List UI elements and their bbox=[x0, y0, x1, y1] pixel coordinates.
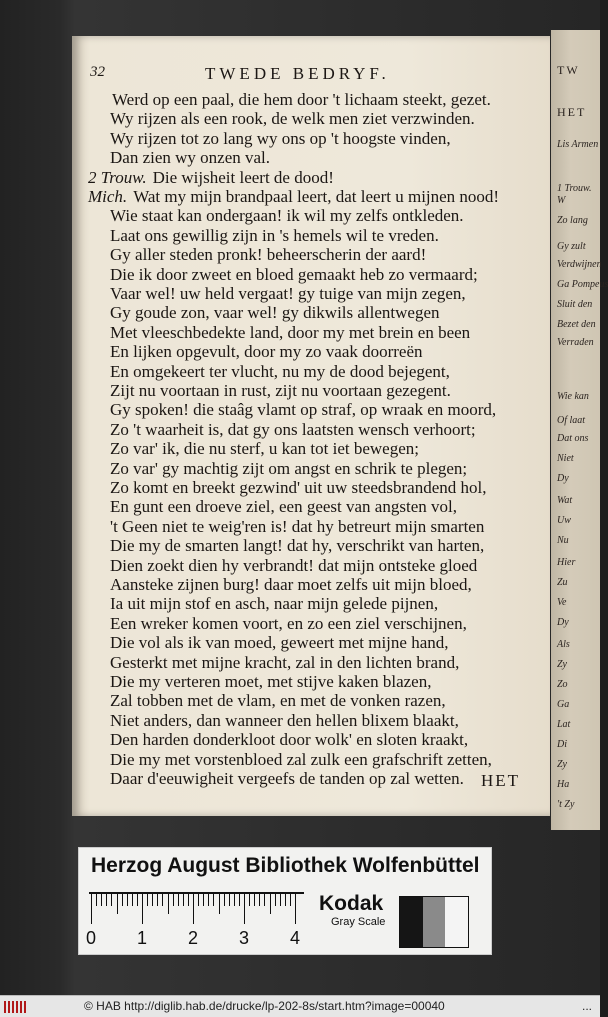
facing-page-fragment: Ha bbox=[557, 779, 570, 790]
ruler-tick bbox=[127, 894, 128, 906]
verse-line-text: Een wreker komen voort, en zo een ziel verschijnen, bbox=[110, 613, 467, 633]
ruler-tick bbox=[259, 894, 260, 906]
facing-page-fragment: Ga Pompeus bbox=[557, 279, 608, 290]
facing-page-fragment: 't Zy bbox=[557, 799, 575, 810]
ruler-tick bbox=[270, 894, 271, 914]
facing-page-fragment: Zo lang bbox=[557, 215, 588, 226]
verse-line-text: Werd op een paal, die hem door 't lichaam steekt, gezet. bbox=[112, 90, 491, 109]
verse-line bbox=[88, 187, 499, 207]
gray-swatches bbox=[399, 896, 469, 948]
verse-line-text: Vaar wel! uw held vergaat! gy tuige van mijn zegen, bbox=[110, 284, 466, 303]
ruler-number: 0 bbox=[86, 928, 97, 948]
verse-line-text: Zal tobben met de vlam, en met de vonken razen, bbox=[110, 691, 446, 711]
verse-line bbox=[110, 536, 484, 556]
verse-line-text: Ia uit mijn stof en asch, naar mijn gelede pijnen, bbox=[110, 594, 439, 614]
verse-line bbox=[110, 575, 472, 595]
ruler-tick bbox=[91, 894, 92, 924]
ruler-tick bbox=[203, 894, 204, 906]
verse-line bbox=[110, 323, 470, 343]
verse-line bbox=[110, 497, 457, 517]
facing-page-fragment: Wie kan bbox=[557, 391, 589, 402]
ruler-number: 4 bbox=[290, 928, 301, 948]
swatch-white bbox=[445, 897, 468, 947]
verse-line bbox=[110, 265, 478, 285]
ruler-tick bbox=[198, 894, 199, 906]
verse-line bbox=[110, 672, 431, 692]
facing-page-fragment: Als bbox=[557, 639, 570, 650]
verse-line-text: Die wijsheit leert de dood! bbox=[152, 167, 334, 187]
facing-page-fragment: 1 Trouw. bbox=[557, 183, 592, 194]
verse-line bbox=[110, 478, 487, 498]
facing-page-fragment: Nu bbox=[557, 535, 569, 546]
ruler-tick bbox=[106, 894, 107, 906]
facing-page-fragment: Verdwijnen bbox=[557, 259, 602, 270]
verse-line-text: Zijt nu voortaan in rust, zijt nu voortaan gezegent. bbox=[110, 381, 451, 400]
verse-line-text: En lijken opgevult, door my zo vaak doorreën bbox=[110, 342, 423, 362]
verse-line-text: Dien zoekt dien hy verbrandt! dat mijn ontsteke gloed bbox=[110, 555, 478, 575]
verse-line bbox=[110, 730, 468, 750]
ruler-tick bbox=[137, 894, 138, 906]
speaker-name: Mich. bbox=[88, 187, 128, 206]
facing-page-fragment: Verraden bbox=[557, 337, 594, 348]
facing-page-fragment: Zu bbox=[557, 577, 568, 588]
verse-line bbox=[110, 109, 475, 129]
ruler-tick bbox=[275, 894, 276, 906]
verse-line-text: Met vleeschbedekte land, door my met brein en been bbox=[110, 322, 471, 342]
verse-line bbox=[110, 342, 423, 362]
ruler-tick bbox=[162, 894, 163, 906]
ruler-tick bbox=[234, 894, 235, 906]
ruler-number: 3 bbox=[239, 928, 250, 948]
verse-line bbox=[110, 284, 466, 304]
verse-line bbox=[110, 769, 464, 789]
verse-line-text: Wy rijzen als een rook, de welk men ziet verzwinden. bbox=[110, 109, 475, 129]
facing-page-fragment: Sluit den bbox=[557, 299, 593, 310]
ruler-number: 1 bbox=[137, 928, 148, 948]
ruler-number: 2 bbox=[188, 928, 199, 948]
ruler-tick bbox=[122, 894, 123, 906]
facing-page-fragment: Zy bbox=[557, 759, 567, 770]
gray-scale-label: Gray Scale bbox=[331, 916, 386, 928]
running-title: TWEDE BEDRYF. bbox=[205, 64, 390, 83]
ruler-tick bbox=[142, 894, 143, 924]
ruler-tick bbox=[147, 894, 148, 906]
verse-line bbox=[110, 381, 451, 401]
facing-page-fragment: Zy bbox=[557, 659, 567, 670]
verse-line bbox=[110, 400, 496, 420]
verse-line-text: Niet anders, dan wanneer den hellen blixem blaakt, bbox=[110, 710, 459, 730]
verse-line-text: Zo var' ik, die nu sterf, u kan tot iet bewegen; bbox=[110, 439, 419, 459]
swatch-black bbox=[400, 897, 423, 947]
verse-line-text: Gesterkt met mijne kracht, zal in den lichten brand, bbox=[110, 652, 460, 672]
facing-page-fragment: Bezet den bbox=[557, 319, 596, 330]
ruler-tick bbox=[117, 894, 118, 914]
speaker-name: 2 Trouw. bbox=[88, 167, 147, 187]
facing-page-fragment: Wat bbox=[557, 495, 573, 506]
ruler-tick bbox=[188, 894, 189, 906]
verse-line bbox=[110, 653, 459, 673]
viewer-footer bbox=[0, 995, 600, 1017]
verse-line bbox=[110, 750, 492, 770]
ruler-tick bbox=[168, 894, 169, 914]
ruler-tick bbox=[96, 894, 97, 906]
facing-page-fragment: Zo bbox=[557, 679, 568, 690]
ruler-tick bbox=[285, 894, 286, 906]
ruler-tick bbox=[208, 894, 209, 906]
facing-page-fragment: Ve bbox=[557, 597, 567, 608]
ruler-tick bbox=[178, 894, 179, 906]
facing-page-fragment: Gy zult bbox=[557, 241, 586, 252]
ruler-tick bbox=[224, 894, 225, 906]
verse-line-text: Gy spoken! die staâg vlamt op straf, op wraak en moord, bbox=[110, 400, 497, 420]
verse-line bbox=[110, 420, 476, 440]
verse-line-text: Zo var' gy machtig zijt om angst en schrik te plegen; bbox=[110, 458, 468, 478]
ruler-tick bbox=[229, 894, 230, 906]
ruler-tick bbox=[213, 894, 214, 906]
verse-line-text: Die ik door zweet en bloed gemaakt heb zo vermaard; bbox=[110, 264, 478, 284]
facing-page-fragment: Dat ons bbox=[557, 433, 589, 444]
footer-more[interactable]: ... bbox=[581, 999, 592, 1013]
verse-line-text: En omgekeert ter vlucht, nu my de dood bejegent, bbox=[110, 361, 450, 381]
ruler-tick bbox=[219, 894, 220, 914]
hab-logo-icon bbox=[4, 1001, 26, 1013]
kodak-logo: Kodak bbox=[319, 892, 384, 915]
verse-line bbox=[110, 129, 451, 149]
ruler-tick bbox=[152, 894, 153, 906]
ruler-tick bbox=[295, 894, 296, 924]
verse-line bbox=[110, 226, 439, 246]
running-head bbox=[90, 64, 540, 86]
verse-line-text: Die my de smarten langt! dat hy, verschrikt van harten, bbox=[110, 536, 485, 556]
verse-line bbox=[110, 303, 440, 323]
ruler-tick bbox=[239, 894, 240, 906]
verse-line bbox=[110, 439, 419, 459]
verse-line-text: En gunt een droeve ziel, een geest van angsten vol, bbox=[110, 497, 457, 517]
verse-line bbox=[110, 206, 464, 226]
ruler-tick bbox=[173, 894, 174, 906]
verse-line-text: Gy aller steden pronk! beheerscherin der aard! bbox=[110, 245, 427, 265]
ruler-tick bbox=[290, 894, 291, 906]
facing-page-fragment: W bbox=[557, 195, 566, 206]
facing-page-fragment: Uw bbox=[557, 515, 571, 526]
verse-line bbox=[110, 459, 467, 479]
scale-ruler bbox=[86, 892, 304, 948]
facing-page-fragment: Lis Armen bbox=[557, 139, 599, 150]
facing-page-edge bbox=[551, 30, 608, 830]
verse-line-text: Die vol als ik van moed, geweert met mijne hand, bbox=[110, 633, 449, 653]
facing-page-fragment: Ga bbox=[557, 699, 570, 710]
ruler-tick bbox=[101, 894, 102, 906]
ruler-tick bbox=[157, 894, 158, 906]
verse-line-text: Zo 't waarheit is, dat gy ons laatsten wensch verhoort; bbox=[110, 419, 476, 439]
verse-line-text: Die my verteren moet, met stijve kaken blazen, bbox=[110, 672, 432, 691]
ruler-tick bbox=[183, 894, 184, 906]
verse-line-text: Aansteke zijnen burg! daar moet zelfs uit mijn bloed, bbox=[110, 575, 472, 594]
facing-page-fragment: Hier bbox=[557, 557, 576, 568]
ruler-tick bbox=[111, 894, 112, 906]
ruler-tick bbox=[244, 894, 245, 924]
color-reference-card bbox=[78, 847, 492, 955]
verse-line-text: Gy goude zon, vaar wel! gy dikwils allentwegen bbox=[110, 303, 440, 323]
verse-line-text: Wie staat kan ondergaan! ik wil my zelfs ontkleden. bbox=[110, 206, 464, 226]
verse-line-text: 't Geen niet te weig'ren is! dat hy betreurt mijn smarten bbox=[110, 516, 485, 536]
verse-line bbox=[110, 148, 270, 168]
ruler-tick bbox=[264, 894, 265, 906]
verse-line-text: Wy rijzen tot zo lang wy ons op 't hoogste vinden, bbox=[110, 128, 451, 148]
page-number: 32 bbox=[90, 64, 105, 80]
verse-line bbox=[110, 362, 450, 382]
facing-page-fragment: Lat bbox=[557, 719, 571, 730]
footer-link[interactable]: © HAB http://diglib.hab.de/drucke/lp-202-8s/start.htm?image=00040 bbox=[84, 999, 445, 1013]
facing-page-fragment: Of laat bbox=[557, 415, 586, 426]
verse-line-text: Laat ons gewillig zijn in 's hemels wil te vreden. bbox=[110, 225, 439, 245]
ruler-tick bbox=[193, 894, 194, 924]
ruler-tick bbox=[132, 894, 133, 906]
verse-line-text: Dan zien wy onzen val. bbox=[110, 148, 271, 168]
facing-page-fragment: Niet bbox=[557, 453, 574, 464]
ruler-tick bbox=[254, 894, 255, 906]
verse-line bbox=[112, 90, 491, 110]
verse-line bbox=[110, 633, 449, 653]
verse-line bbox=[110, 691, 446, 711]
verse-line-text: Die my met vorstenbloed zal zulk een grafschrift zetten, bbox=[110, 749, 492, 769]
facing-page-fragment: Di bbox=[557, 739, 567, 750]
verse-line bbox=[88, 168, 334, 188]
verse-line bbox=[110, 556, 477, 576]
verse-line-text: Wat my mijn brandpaal leert, dat leert u mijnen nood! bbox=[133, 187, 500, 206]
catchword: HET bbox=[481, 771, 521, 790]
verse-line bbox=[110, 614, 467, 634]
library-name: Herzog August Bibliothek Wolfenbüttel bbox=[91, 854, 480, 877]
verse-line bbox=[110, 711, 459, 731]
verse-line bbox=[110, 245, 426, 265]
verse-line-text: Daar d'eeuwigheit vergeefs de tanden op zal wetten. bbox=[110, 769, 464, 788]
verse-line-text: Den harden donderkloot door wolk' en sloten kraakt, bbox=[110, 730, 469, 750]
verse-line bbox=[110, 594, 438, 614]
facing-page-fragment: HET bbox=[557, 105, 587, 119]
facing-page-fragment: Dy bbox=[557, 473, 569, 484]
facing-page-fragment: Dy bbox=[557, 617, 569, 628]
verse-line-text: Zo komt en breekt gezwind' uit uw steedsbrandend hol, bbox=[110, 478, 487, 497]
facing-page-fragment: TW bbox=[557, 63, 580, 77]
swatch-gray bbox=[423, 897, 446, 947]
ruler-tick bbox=[249, 894, 250, 906]
ruler-tick bbox=[280, 894, 281, 906]
verse-line bbox=[110, 517, 484, 537]
